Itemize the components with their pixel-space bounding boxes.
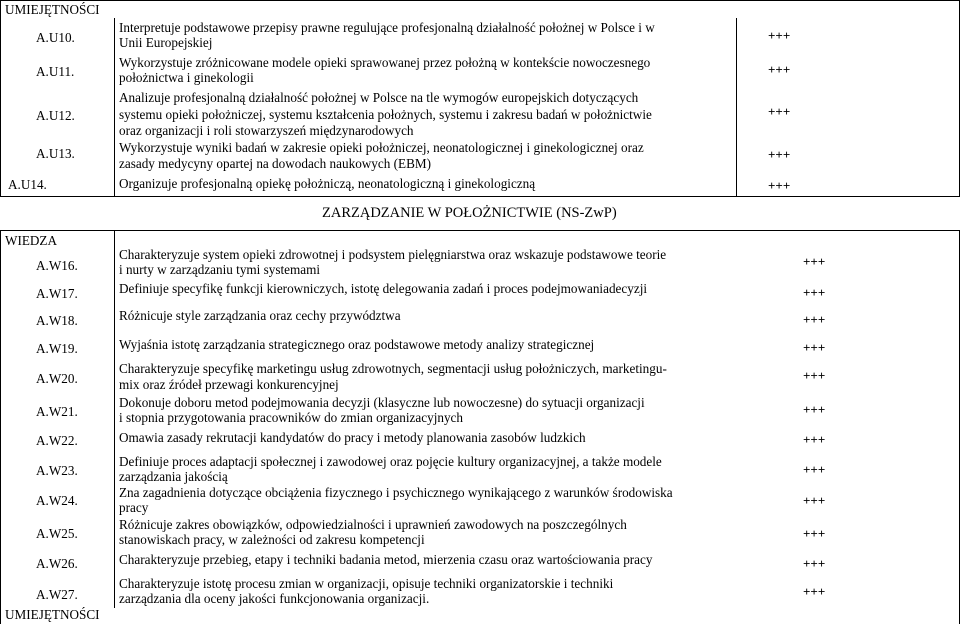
row-description: Charakteryzuje istotę procesu zmian w organizacji, opisuje techniki organizatorskie i techniki zarządzania dla oceny jakości funkcjonowania organizacji.	[119, 576, 614, 606]
row-mark: +++	[768, 147, 791, 162]
row-description: Charakteryzuje przebieg, etapy i techniki badania metod, mierzenia czasu oraz wartościowania pracy	[119, 552, 653, 567]
row-code: A.W27.	[36, 587, 78, 602]
row-mark: +++	[803, 254, 826, 269]
row-mark: +++	[768, 28, 791, 43]
row-mark: +++	[803, 526, 826, 541]
row-mark: +++	[803, 584, 826, 599]
row-description: Omawia zasady rekrutacji kandydatów do pracy i metody planowania zasobów ludzkich	[119, 430, 586, 445]
rule	[114, 230, 115, 608]
row-description: Zna zagadnienia dotyczące obciążenia fizycznego i psychicznego wynikającego z warunków środowiska pracy	[119, 485, 673, 515]
row-code: A.U10.	[36, 30, 75, 45]
row-code: A.U12.	[36, 108, 75, 123]
row-code: A.U11.	[36, 64, 75, 79]
row-mark: +++	[803, 340, 826, 355]
section-title: ZARZĄDZANIE W POŁOŻNICTWIE (NS-ZwP)	[322, 205, 617, 221]
rule	[0, 230, 1, 624]
section-header-skills: UMIEJĘTNOŚCI	[5, 2, 100, 17]
row-description: Wyjaśnia istotę zarządzania strategicznego oraz podstawowe metody analizy strategicznej	[119, 337, 595, 352]
rule	[0, 230, 960, 231]
row-code: A.W24.	[36, 493, 78, 508]
row-code: A.W19.	[36, 341, 78, 356]
row-code: A.W25.	[36, 526, 78, 541]
row-code: A.W26.	[36, 556, 78, 571]
row-description: Charakteryzuje system opieki zdrowotnej i podsystem pielęgniarstwa oraz wskazuje podstawowe teorie i nurty w zarządzaniu tymi systemami	[119, 247, 667, 277]
row-mark: +++	[768, 104, 791, 119]
row-mark: +++	[768, 62, 791, 77]
row-description: Różnicuje zakres obowiązków, odpowiedzialności i uprawnień zawodowych na poszczególnych stanowiskach pracy, w zależności od zakresu kompetencji	[119, 517, 627, 547]
rule	[0, 196, 960, 197]
row-description: Charakteryzuje specyfikę marketingu usług zdrowotnych, segmentacji usług położniczych, marketingu- mix oraz źródeł przewagi konkurencyjnej	[119, 361, 667, 392]
rule	[114, 18, 115, 196]
row-description: Różnicuje style zarządzania oraz cechy przywództwa	[119, 308, 401, 323]
row-mark: +++	[803, 285, 826, 300]
row-code: A.W16.	[36, 258, 78, 273]
row-description: Interpretuje podstawowe przepisy prawne regulujące profesjonalną działalność położnej w Polsce i w Unii Europejskiej	[119, 20, 655, 50]
rule	[0, 0, 960, 1]
row-description: Organizuje profesjonalną opiekę położniczą, neonatologiczną i ginekologiczną	[119, 176, 536, 191]
row-code: A.W20.	[36, 371, 78, 386]
row-description: Wykorzystuje zróżnicowane modele opieki sprawowanej przez położną w kontekście nowoczesnego położnictwa i ginekologii	[119, 55, 651, 85]
row-code: A.W22.	[36, 433, 78, 448]
row-mark: +++	[768, 178, 791, 193]
row-mark: +++	[803, 556, 826, 571]
row-description: Analizuje profesjonalną działalność położnej w Polsce na tle wymogów europejskich dotyczących systemu opieki położniczej, systemu kształcenia położnych, systemu i zakresu badań w położnictwie oraz organizacji i roli stowarzyszeń międzynarodowych	[119, 90, 652, 138]
rule	[736, 18, 737, 196]
section-header-knowledge: WIEDZA	[5, 233, 57, 248]
row-mark: +++	[803, 402, 826, 417]
row-description: Definiuje specyfikę funkcji kierowniczych, istotę delegowania zadań i proces podejmowaniadecyzji	[119, 281, 648, 296]
row-mark: +++	[803, 493, 826, 508]
row-description: Definiuje proces adaptacji społecznej i zawodowej oraz pojęcie kultury organizacyjnej, a także modele zarządzania jakością	[119, 454, 662, 484]
row-description: Wykorzystuje wyniki badań w zakresie opieki położniczej, neonatologicznej i ginekologicznej oraz zasady medycyny opartej na dowodach naukowych (EBM)	[119, 140, 644, 171]
rule	[0, 0, 1, 196]
row-code: A.U13.	[36, 146, 75, 161]
row-mark: +++	[803, 368, 826, 383]
row-mark: +++	[803, 462, 826, 477]
row-code: A.W23.	[36, 463, 78, 478]
row-code: A.W17.	[36, 286, 78, 301]
row-code: A.W21.	[36, 404, 78, 419]
section-header-skills-footer: UMIEJĘTNOŚCI	[5, 607, 100, 622]
row-code: A.U14.	[8, 177, 47, 192]
row-description: Dokonuje doboru metod podejmowania decyzji (klasyczne lub nowoczesne) do sytuacji organizacji i stopnia przygotowania pracowników do zmian organizacyjnych	[119, 395, 645, 425]
row-mark: +++	[803, 432, 826, 447]
row-code: A.W18.	[36, 313, 78, 328]
row-mark: +++	[803, 312, 826, 327]
